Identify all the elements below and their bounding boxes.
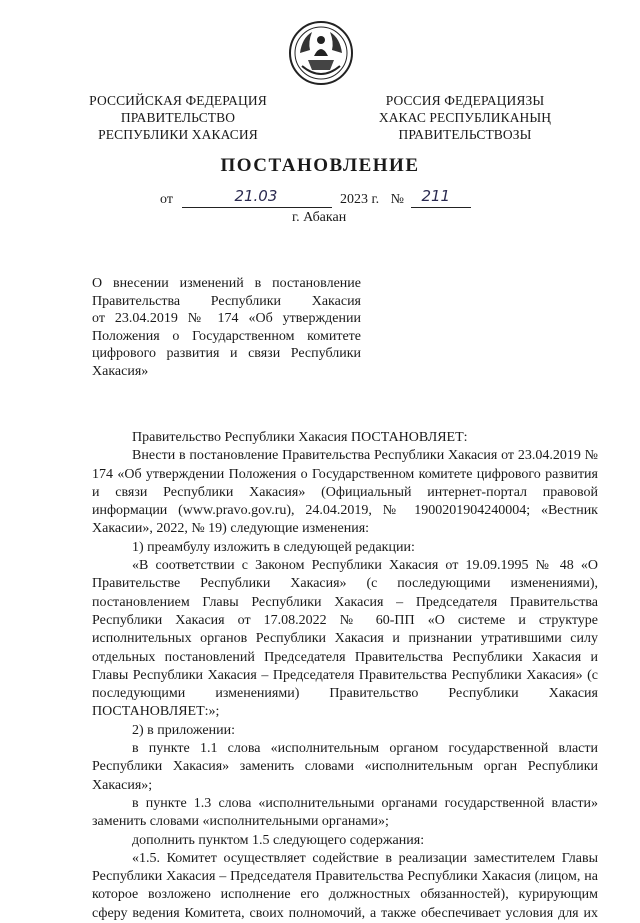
body-paragraph: «В соответствии с Законом Республики Хакасия от 19.09.1995 № 48 «О Правительстве Республики Хакасия» (с последующими изменениями), постановлением Главы Республики Хакасия – Председателя Правительства Республики Хакасия от 17.08.2022 № 60-ПП «О системе и структуре исполнительных органов Республики Хакасия и признании утратившими силу отдельных постановлений Председателя Правительства Республики Хакасия и Главы Республики Хакасия – Председателя Правительства Республики Хакасия» (с последующими изменениями) Правительство Республики Хакасия ПОСТАНОВЛЯЕТ:»;: [92, 558, 598, 720]
document-body: [92, 429, 598, 923]
header-right-line: РОССИЯ ФЕДЕРАЦИЯЗЫ: [385, 93, 545, 108]
date-number-line: [160, 187, 471, 208]
body-paragraph: дополнить пунктом 1.5 следующего содержания:: [132, 832, 425, 848]
body-paragraph: «1.5. Комитет осуществляет содействие в реализации заместителем Главы Республики Хакасия – Председателя Правительства Республики Хакасия (лицом, на которое возложено исполнение его должностных обязанностей), курирующим сферу ведения Комитета, своих полномочий, а также обеспечивает условия для их: [92, 850, 598, 921]
body-paragraph: в пункте 1.3 слова «исполнительными органами государственной власти» заменить словами «исполнительными органами»;: [92, 795, 598, 830]
subject-line: О внесении изменений в постановление: [92, 276, 361, 291]
subject-line: от 23.04.2019 № 174 «Об утверждении: [92, 311, 361, 327]
header-right-line: ХАКАС РЕСПУБЛИКАНЫҢ: [378, 110, 552, 125]
subject-line: Правительства Республики Хакасия: [92, 293, 361, 309]
body-paragraph: Внести в постановление Правительства Республики Хакасия от 23.04.2019 № 174 «Об утверждении Положения о Государственном комитете цифрового развития и связи Республики Хакасия» (Официальный интернет-портал правовой информации (www.pravo.gov.ru), 24.04.2019, № 1900201904240004; «Вестник Хакасии», 2022, № 19) следующие изменения:: [92, 448, 598, 537]
header-right: [360, 92, 570, 143]
number-handwritten: 211: [421, 187, 451, 205]
year-label: 2023 г.: [339, 192, 380, 207]
header-right-line: ПРАВИТЕЛЬСТВОЗЫ: [398, 127, 532, 142]
coat-of-arms-emblem: [288, 20, 354, 86]
header-left-line: РОССИЙСКАЯ ФЕДЕРАЦИЯ: [89, 93, 267, 108]
subject-line: Хакасия»: [92, 363, 149, 379]
city-label: г. Абакан: [292, 210, 347, 225]
body-paragraph: 2) в приложении:: [132, 722, 235, 738]
subject-line: Положения о Государственном комитете: [92, 328, 361, 344]
body-paragraph: 1) преамбулу изложить в следующей редакции:: [132, 539, 415, 555]
header-left: [78, 92, 278, 143]
subject-line: цифрового развития и связи Республики: [92, 346, 361, 362]
document-type-title: ПОСТАНОВЛЕНИЕ: [220, 155, 420, 176]
date-from-label: от: [160, 192, 173, 207]
number-label: №: [390, 192, 404, 207]
body-paragraph: в пункте 1.1 слова «исполнительным органом государственной власти Республики Хакасия» заменить словами «исполнительным орган Республики Хакасия»;: [92, 741, 598, 793]
header-left-line: РЕСПУБЛИКИ ХАКАСИЯ: [98, 127, 258, 142]
date-handwritten: 21.03: [234, 187, 278, 205]
date-field: [182, 187, 332, 208]
header-left-line: ПРАВИТЕЛЬСТВО: [120, 110, 236, 125]
body-paragraph: Правительство Республики Хакасия ПОСТАНОВЛЯЕТ:: [132, 430, 468, 445]
number-field: [411, 187, 471, 208]
document-subject: [92, 275, 361, 381]
